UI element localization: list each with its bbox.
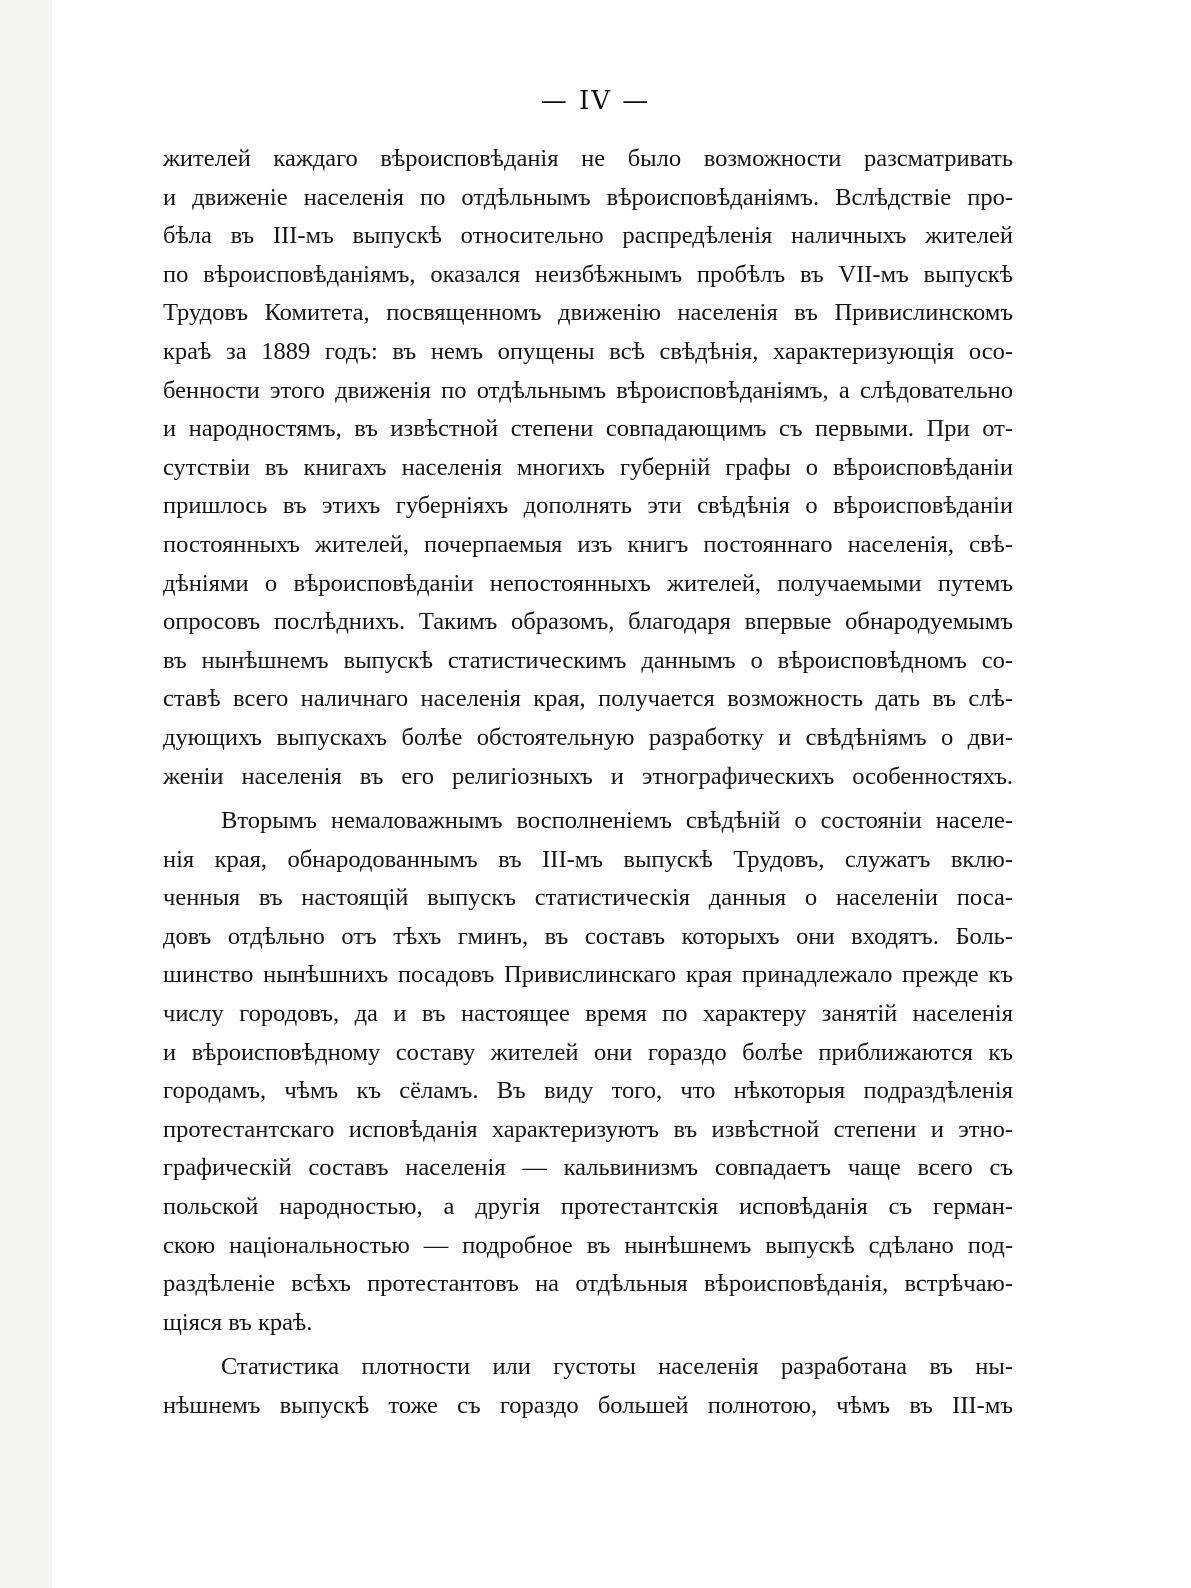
text-line: сутствіи въ книгахъ населенія многихъ губерній графы о вѣроисповѣданіи <box>163 453 1013 481</box>
text-line: пришлось въ этихъ губерніяхъ дополнять эти свѣдѣнія о вѣроисповѣданіи <box>163 492 1013 520</box>
text-line: Трудовъ Комитета, посвященномъ движенію населенія въ Привислинскомъ <box>163 299 1013 327</box>
text-line: щіяся въ краѣ. <box>163 1308 313 1336</box>
body-text <box>163 140 1013 1426</box>
text-line: нѣшнемъ выпускѣ тоже съ гораздо большей полнотою, чѣмъ въ III-мъ <box>163 1392 1013 1419</box>
text-line: графическій составъ населенія — кальвинизмъ совпадаетъ чаще всего съ <box>163 1154 1013 1182</box>
text-line: постоянныхъ жителей, почерпаемыя изъ книгъ постояннаго населенія, свѣ- <box>163 530 1013 558</box>
text-line: бѣла въ III-мъ выпускѣ относительно распредѣленія наличныхъ жителей <box>163 222 1013 250</box>
text-line: Вторымъ немаловажнымъ восполненіемъ свѣдѣній о состояніи населе- <box>221 807 1013 835</box>
text-line: и вѣроисповѣдному составу жителей они гораздо болѣе приближаются къ <box>163 1038 1013 1066</box>
text-line: и движеніе населенія по отдѣльнымъ вѣроисповѣданіямъ. Вслѣдствіе про- <box>163 183 1013 211</box>
text-line: числу городовъ, да и въ настоящее время по характеру занятій населенія <box>163 1000 1013 1028</box>
text-line: дѣніями о вѣроисповѣданіи непостоянныхъ жителей, получаемыми путемъ <box>163 569 1013 597</box>
text-line: опросовъ послѣднихъ. Такимъ образомъ, благодаря впервые обнародуемымъ <box>163 608 1013 636</box>
text-line: ставѣ всего наличнаго населенія края, получается возможность дать въ слѣ- <box>163 685 1013 713</box>
text-line: довъ отдѣльно отъ тѣхъ гминъ, въ составъ которыхъ они входятъ. Боль- <box>163 922 1013 950</box>
page-number: — IV — <box>540 86 651 116</box>
paragraph <box>163 1348 1013 1425</box>
text-line: дующихъ выпускахъ болѣе обстоятельную разработку и свѣдѣніямъ о дви- <box>163 723 1013 751</box>
text-line: Статистика плотности или густоты населенія разработана въ ны- <box>221 1353 1013 1381</box>
text-line: краѣ за 1889 годъ: въ немъ опущены всѣ свѣдѣнія, характеризующія осо- <box>163 337 1013 365</box>
text-line: жителей каждаго вѣроисповѣданія не было возможности разсматривать <box>163 145 1013 172</box>
text-line: и народностямъ, въ извѣстной степени совпадающимъ съ первыми. При от- <box>163 415 1013 443</box>
paragraph <box>163 140 1013 796</box>
text-line: нія края, обнародованнымъ въ III-мъ выпускѣ Трудовъ, служатъ вклю- <box>163 845 1013 873</box>
text-line: женіи населенія въ его религіозныхъ и этнографическихъ особенностяхъ. <box>163 762 1013 790</box>
text-line: раздѣленіе всѣхъ протестантовъ на отдѣльныя вѣроисповѣданія, встрѣчаю- <box>163 1270 1013 1298</box>
text-line: протестантскаго исповѣданія характеризуютъ въ извѣстной степени и этно- <box>163 1115 1013 1143</box>
text-line: бенности этого движенія по отдѣльнымъ вѣроисповѣданіямъ, а слѣдовательно <box>163 376 1013 404</box>
scan-margin <box>0 0 52 1588</box>
text-line: скою національностью — подробное въ нынѣшнемъ выпускѣ сдѣлано под- <box>163 1231 1013 1259</box>
paragraph <box>163 802 1013 1342</box>
text-line: польской народностью, а другія протестантскія исповѣданія съ герман- <box>163 1193 1013 1221</box>
text-line: по вѣроисповѣданіямъ, оказался неизбѣжнымъ пробѣлъ въ VII-мъ выпускѣ <box>163 260 1013 288</box>
text-line: ченныя въ настоящій выпускъ статистическія данныя о населеніи поса- <box>163 884 1013 912</box>
text-line: шинство нынѣшнихъ посадовъ Привислинскаго края принадлежало прежде къ <box>163 961 1013 989</box>
text-line: въ нынѣшнемъ выпускѣ статистическимъ даннымъ о вѣроисповѣдномъ со- <box>163 646 1013 674</box>
text-line: городамъ, чѣмъ къ сёламъ. Въ виду того, что нѣкоторыя подраздѣленія <box>163 1077 1013 1105</box>
